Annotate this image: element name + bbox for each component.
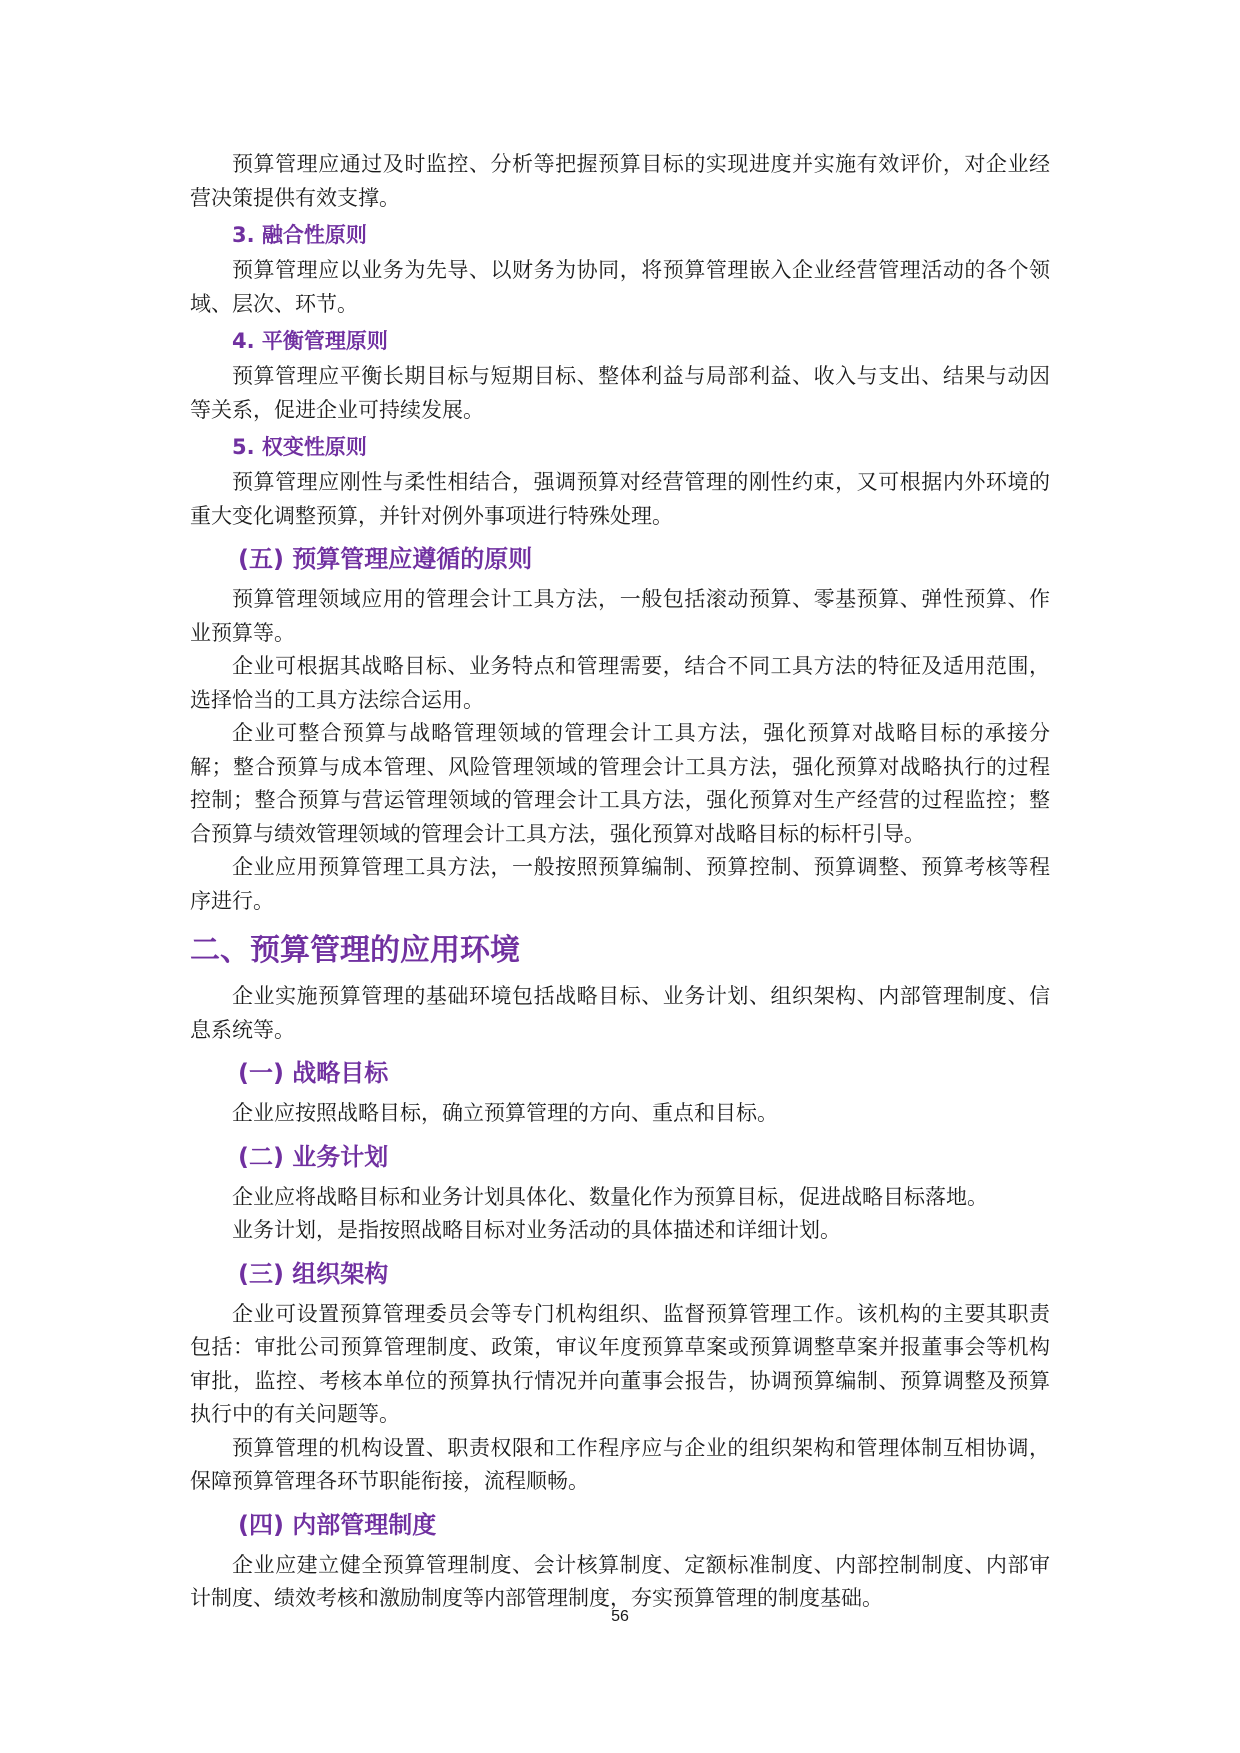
heading-internal-rules: (四) 内部管理制度 [238, 1510, 437, 1539]
paragraph-environment: 企业实施预算管理的基础环境包括战略目标、业务计划、组织架构、内部管理制度、信息系统等。 [190, 984, 1050, 1042]
paragraph-balance: 预算管理应平衡长期目标与短期目标、整体利益与局部利益、收入与支出、结果与动因等关系，促进企业可持续发展。 [190, 364, 1050, 422]
heading-balance-principle: 4. 平衡管理原则 [232, 329, 388, 353]
heading-chapter-two: 二、预算管理的应用环境 [190, 933, 520, 968]
paragraph-organization-2: 预算管理的机构设置、职责权限和工作程序应与企业的组织架构和管理体制互相协调，保障预算管理各环节职能衔接，流程顺畅。 [190, 1435, 1050, 1493]
paragraph-intro: 预算管理应通过及时监控、分析等把握预算目标的实现进度并实施有效评价，对企业经营决策提供有效支撑。 [190, 152, 1050, 210]
paragraph-tools-1: 预算管理领域应用的管理会计工具方法，一般包括滚动预算、零基预算、弹性预算、作业预算等。 [190, 587, 1050, 645]
paragraph-internal-rules: 企业应建立健全预算管理制度、会计核算制度、定额标准制度、内部控制制度、内部审计制度、绩效考核和激励制度等内部管理制度，夯实预算管理的制度基础。 [190, 1552, 1050, 1610]
paragraph-strategic-goals: 企业应按照战略目标，确立预算管理的方向、重点和目标。 [232, 1101, 778, 1125]
paragraph-tools-3: 企业可整合预算与战略管理领域的管理会计工具方法，强化预算对战略目标的承接分解；整合预算与成本管理、风险管理领域的管理会计工具方法，强化预算对战略执行的过程控制；整合预算与营运管理领域的管理会计工具方法，强化预算对生产经营的过程监控；整合预算与绩效管理领域的管理会计工具方法，强化预算对战略目标的标杆引导。 [190, 721, 1050, 846]
paragraph-tools-2: 企业可根据其战略目标、业务特点和管理需要，结合不同工具方法的特征及适用范围，选择恰当的工具方法综合运用。 [190, 654, 1050, 712]
heading-flexibility-principle: 5. 权变性原则 [232, 435, 367, 459]
heading-organization: (三) 组织架构 [238, 1259, 389, 1288]
heading-business-plan: (二) 业务计划 [238, 1142, 389, 1171]
paragraph-flexibility: 预算管理应刚性与柔性相结合，强调预算对经营管理的刚性约束，又可根据内外环境的重大变化调整预算，并针对例外事项进行特殊处理。 [190, 470, 1050, 528]
heading-integration-principle: 3. 融合性原则 [232, 223, 367, 247]
heading-strategic-goals: (一) 战略目标 [238, 1059, 389, 1087]
paragraph-business-plan-1: 企业应将战略目标和业务计划具体化、数量化作为预算目标，促进战略目标落地。 [232, 1184, 988, 1209]
paragraph-tools-4: 企业应用预算管理工具方法，一般按照预算编制、预算控制、预算调整、预算考核等程序进行。 [190, 855, 1050, 913]
paragraph-business-plan-2: 业务计划，是指按照战略目标对业务活动的具体描述和详细计划。 [232, 1218, 841, 1242]
paragraph-organization-1: 企业可设置预算管理委员会等专门机构组织、监督预算管理工作。该机构的主要其职责包括：审批公司预算管理制度、政策，审议年度预算草案或预算调整草案并报董事会等机构审批，监控、考核本单位的预算执行情况并向董事会报告，协调预算编制、预算调整及预算执行中的有关问题等。 [190, 1301, 1050, 1426]
page-body [190, 148, 1050, 1616]
paragraph-integration: 预算管理应以业务为先导、以财务为协同，将预算管理嵌入企业经营管理活动的各个领域、层次、环节。 [190, 258, 1050, 316]
page-number: 56 [611, 1608, 629, 1625]
heading-section-five: (五) 预算管理应遵循的原则 [238, 545, 533, 573]
